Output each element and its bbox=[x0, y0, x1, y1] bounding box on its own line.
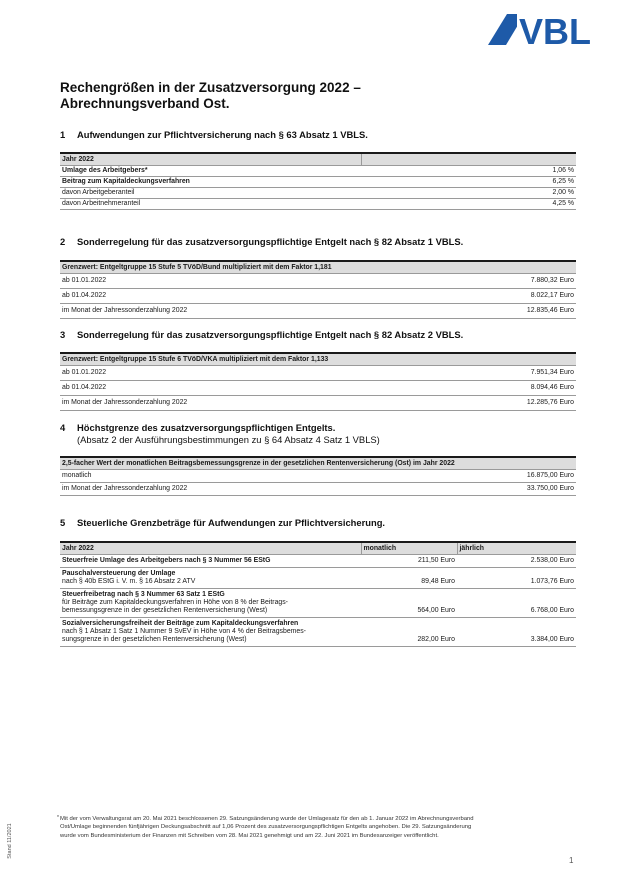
row-label-cell bbox=[60, 568, 361, 589]
vbl-logo-text: VBL bbox=[519, 13, 591, 47]
table-header-year: Jahr 2022 bbox=[60, 542, 361, 555]
table-header-row bbox=[60, 542, 576, 555]
row-value: 8.094,46 Euro bbox=[318, 381, 576, 396]
vbl-logo bbox=[488, 13, 608, 47]
section-5 bbox=[60, 517, 576, 647]
row-value: 12.835,46 Euro bbox=[318, 304, 576, 319]
row-label: im Monat der Jahressonderzahlung 2022 bbox=[60, 304, 318, 319]
section-2-heading bbox=[60, 236, 576, 248]
page-title-line-1: Rechengrößen in der Zusatzversorgung 2022 – bbox=[60, 80, 361, 95]
table-row bbox=[60, 177, 576, 188]
section-2 bbox=[60, 236, 576, 319]
table-row bbox=[60, 589, 576, 618]
row-label: Beitrag zum Kapitaldeckungsverfahren bbox=[60, 177, 361, 188]
section-3 bbox=[60, 329, 576, 411]
section-2-number: 2 bbox=[60, 236, 66, 247]
row-value: 16.875,00 Euro bbox=[318, 470, 576, 483]
row-yearly: 3.384,00 Euro bbox=[457, 618, 576, 647]
row-monthly: 564,00 Euro bbox=[361, 589, 457, 618]
row-description: sungsgrenze in der gesetzlichen Rentenversicherung (West) bbox=[62, 636, 247, 643]
row-value: 1,06 % bbox=[361, 166, 576, 177]
row-label: im Monat der Jahressonderzahlung 2022 bbox=[60, 396, 318, 411]
row-yearly: 2.538,00 Euro bbox=[457, 555, 576, 568]
section-3-title: Sonderregelung für das zusatzversorgungspflichtige Entgelt nach § 82 Absatz 2 VBLS. bbox=[77, 329, 464, 340]
table-row bbox=[60, 304, 576, 319]
section-1 bbox=[60, 129, 576, 210]
row-label: ab 01.01.2022 bbox=[60, 274, 318, 289]
section-2-title: Sonderregelung für das zusatzversorgungspflichtige Entgelt nach § 82 Absatz 1 VBLS. bbox=[77, 236, 464, 247]
table-row bbox=[60, 483, 576, 496]
row-label-cell bbox=[60, 589, 361, 618]
section-4-table bbox=[60, 456, 576, 496]
table-header-cell: Grenzwert: Entgeltgruppe 15 Stufe 6 TVöD/VKA multipliziert mit dem Faktor 1,133 bbox=[60, 353, 576, 366]
section-4-heading bbox=[60, 422, 576, 446]
row-monthly: 282,00 Euro bbox=[361, 618, 457, 647]
table-header-row bbox=[60, 261, 576, 274]
row-label: davon Arbeitnehmeranteil bbox=[60, 199, 361, 210]
row-value: 7.951,34 Euro bbox=[318, 366, 576, 381]
table-row bbox=[60, 396, 576, 411]
row-label: ab 01.01.2022 bbox=[60, 366, 318, 381]
row-monthly: 89,48 Euro bbox=[361, 568, 457, 589]
row-description: für Beiträge zum Kapitaldeckungsverfahren in Höhe von 8 % der Beitrags- bbox=[62, 599, 288, 606]
section-4 bbox=[60, 422, 576, 496]
table-row bbox=[60, 274, 576, 289]
table-header-cell-empty bbox=[361, 153, 576, 166]
section-5-heading bbox=[60, 517, 576, 529]
table-row bbox=[60, 366, 576, 381]
row-value: 7.880,32 Euro bbox=[318, 274, 576, 289]
table-row bbox=[60, 188, 576, 199]
row-label: davon Arbeitgeberanteil bbox=[60, 188, 361, 199]
row-value: 4,25 % bbox=[361, 199, 576, 210]
table-row bbox=[60, 555, 576, 568]
table-row bbox=[60, 618, 576, 647]
footnote-line: wurde vom Bundesministerium der Finanzen mit Schreiben vom 28. Mai 2021 genehmigt und am 22. Juni 2021 im Bundesanzeiger veröffentlicht. bbox=[60, 832, 439, 839]
row-monthly: 211,50 Euro bbox=[361, 555, 457, 568]
page-title bbox=[60, 80, 480, 112]
row-description: nach § 40b EStG i. V. m. § 16 Absatz 2 ATV bbox=[62, 578, 196, 585]
row-title: Sozialversicherungsfreiheit der Beiträge zum Kapitaldeckungsverfahren bbox=[62, 620, 299, 627]
table-row bbox=[60, 199, 576, 210]
row-description: nach § 1 Absatz 1 Satz 1 Nummer 9 SvEV in Höhe von 4 % der Beitragsbemes- bbox=[62, 628, 306, 635]
table-row bbox=[60, 381, 576, 396]
row-yearly: 6.768,00 Euro bbox=[457, 589, 576, 618]
stand-date bbox=[5, 812, 15, 870]
footnote bbox=[57, 815, 580, 840]
row-label-cell bbox=[60, 618, 361, 647]
section-1-heading bbox=[60, 129, 576, 141]
row-title: Pauschalversteuerung der Umlage bbox=[62, 570, 176, 577]
section-2-table bbox=[60, 260, 576, 319]
section-3-table bbox=[60, 352, 576, 411]
footnote-line: Mit der vom Verwaltungsrat am 20. Mai 2021 beschlossenen 29. Satzungsänderung wurde der Umlagesatz für den ab 1. Januar 2022 im Abrechnungsverband bbox=[60, 816, 474, 822]
section-5-number: 5 bbox=[60, 517, 66, 528]
section-1-table bbox=[60, 152, 576, 210]
page-title-line-2: Abrechnungsverband Ost. bbox=[60, 96, 230, 111]
page-number: 1 bbox=[569, 856, 574, 865]
row-value: 33.750,00 Euro bbox=[318, 483, 576, 496]
row-value: 6,25 % bbox=[361, 177, 576, 188]
table-header-monthly: monatlich bbox=[361, 542, 457, 555]
section-3-heading bbox=[60, 329, 576, 341]
row-label: monatlich bbox=[60, 470, 318, 483]
row-value: 12.285,76 Euro bbox=[318, 396, 576, 411]
row-label-cell bbox=[60, 555, 361, 568]
table-header-yearly: jährlich bbox=[457, 542, 576, 555]
row-title: Steuerfreibetrag nach § 3 Nummer 63 Satz 1 EStG bbox=[62, 591, 225, 598]
table-header-cell: Grenzwert: Entgeltgruppe 15 Stufe 5 TVöD/Bund multipliziert mit dem Faktor 1,181 bbox=[60, 261, 576, 274]
row-value: 2,00 % bbox=[361, 188, 576, 199]
footnote-mark: * bbox=[57, 815, 59, 821]
vbl-logo-mark bbox=[488, 13, 608, 47]
table-row bbox=[60, 470, 576, 483]
table-row bbox=[60, 289, 576, 304]
row-title: Steuerfreie Umlage des Arbeitgebers nach § 3 Nummer 56 EStG bbox=[62, 557, 271, 564]
table-header-row bbox=[60, 153, 576, 166]
footnote-line: Ost/Umlage beginnenden fünfjährigen Deckungsabschnitt auf 1,06 Prozent des zusatzversorgungspflichtigen Entgelts angehoben. Die 29. Satzungsänderung bbox=[60, 824, 472, 831]
table-header-cell: Jahr 2022 bbox=[60, 153, 361, 166]
row-label: Umlage des Arbeitgebers* bbox=[60, 166, 361, 177]
row-description: bemessungsgrenze in der gesetzlichen Rentenversicherung (West) bbox=[62, 607, 268, 614]
section-4-number: 4 bbox=[60, 422, 66, 433]
row-yearly: 1.073,76 Euro bbox=[457, 568, 576, 589]
section-4-title: Höchstgrenze des zusatzversorgungspflichtigen Entgelts. bbox=[77, 422, 336, 433]
row-value: 8.022,17 Euro bbox=[318, 289, 576, 304]
table-row bbox=[60, 166, 576, 177]
table-header-row bbox=[60, 353, 576, 366]
table-header-cell: 2,5-facher Wert der monatlichen Beitragsbemessungsgrenze in der gesetzlichen Rentenversicherung (Ost) im Jahr 2022 bbox=[60, 457, 576, 470]
table-header-row bbox=[60, 457, 576, 470]
section-4-subtitle: (Absatz 2 der Ausführungsbestimmungen zu § 64 Absatz 4 Satz 1 VBLS) bbox=[77, 434, 380, 445]
row-label: ab 01.04.2022 bbox=[60, 289, 318, 304]
table-row bbox=[60, 568, 576, 589]
section-3-number: 3 bbox=[60, 329, 66, 340]
section-5-title: Steuerliche Grenzbeträge für Aufwendungen zur Pflichtversicherung. bbox=[77, 517, 386, 528]
row-label: ab 01.04.2022 bbox=[60, 381, 318, 396]
section-1-title: Aufwendungen zur Pflichtversicherung nach § 63 Absatz 1 VBLS. bbox=[77, 129, 368, 140]
section-1-number: 1 bbox=[60, 129, 66, 140]
stand-date-text: Stand 11/2021 bbox=[7, 823, 13, 859]
row-label: im Monat der Jahressonderzahlung 2022 bbox=[60, 483, 318, 496]
section-5-table bbox=[60, 541, 576, 647]
